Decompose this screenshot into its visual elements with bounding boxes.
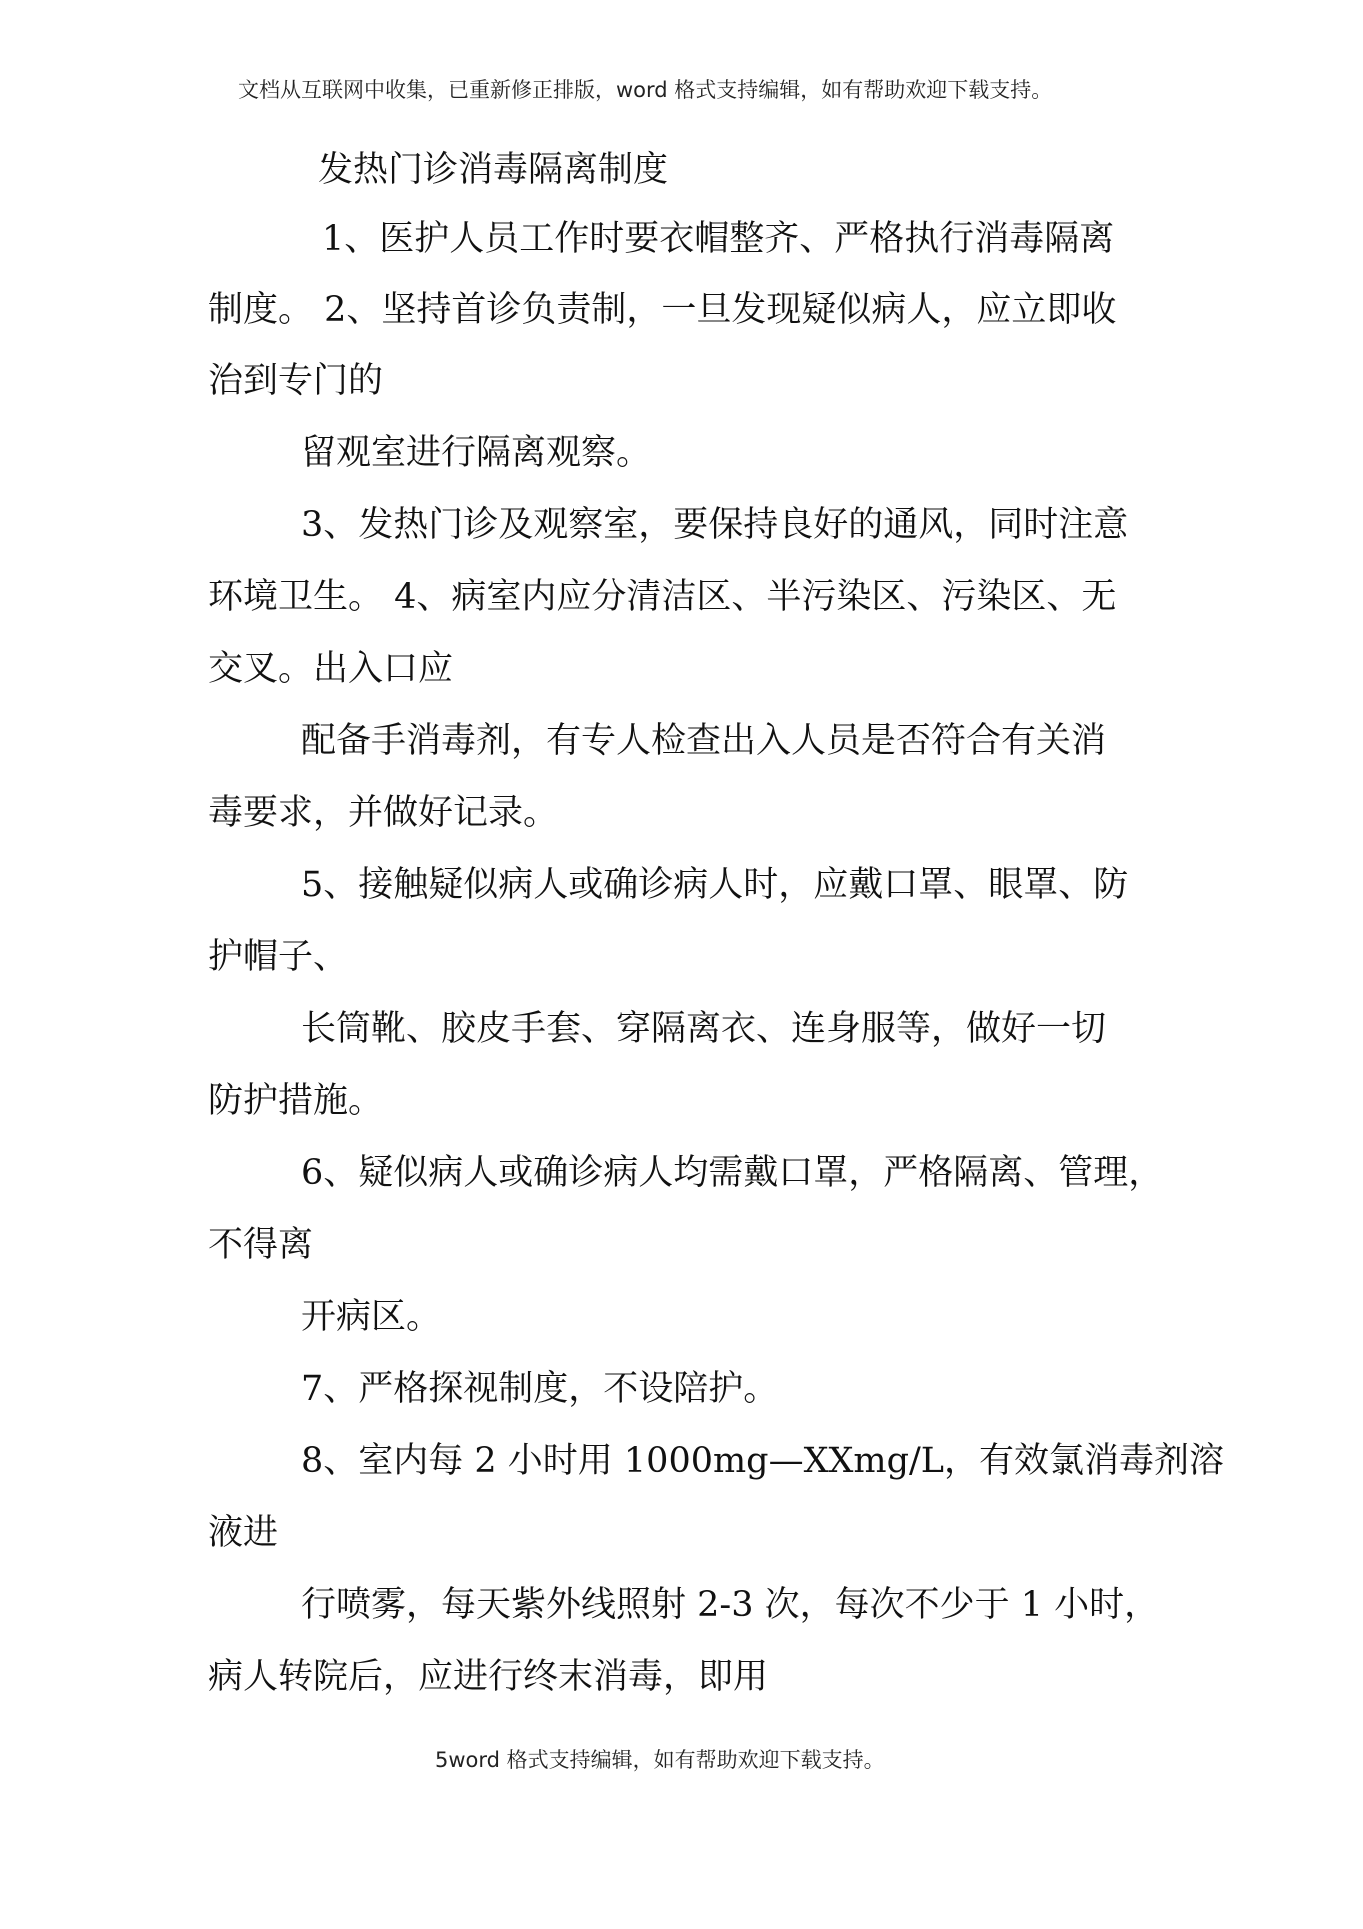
body-line: 6、疑似病人或确诊病人均需戴口罩，严格隔离、管理， [301,1153,1164,1193]
body-line: 毒要求，并做好记录。 [208,793,559,833]
body-line: 不得离 [208,1225,314,1265]
document-title: 发热门诊消毒隔离制度 [318,150,669,190]
body-line: 配备手消毒剂，有专人检查出入人员是否符合有关消 [301,721,1107,761]
body-line: 开病区。 [301,1297,442,1337]
page-footer: 5word 格式支持编辑，如有帮助欢迎下载支持。 [435,1748,885,1772]
page-header: 文档从互联网中收集，已重新修正排版，word 格式支持编辑，如有帮助欢迎下载支持。 [238,78,1053,102]
body-line: 病人转院后，应进行终末消毒，即用 [208,1657,769,1697]
body-line: 1、医护人员工作时要衣帽整齐、严格执行消毒隔离 [322,219,1115,259]
body-line: 长筒靴、胶皮手套、穿隔离衣、连身服等，做好一切 [301,1009,1107,1049]
body-line: 防护措施。 [208,1081,384,1121]
body-line: 行喷雾，每天紫外线照射 2-3 次，每次不少于 1 小时， [301,1585,1160,1625]
body-line: 3、发热门诊及观察室，要保持良好的通风，同时注意 [301,505,1129,545]
body-line: 治到专门的 [208,361,384,401]
body-line: 护帽子、 [208,937,349,977]
body-line: 5、接触疑似病人或确诊病人时，应戴口罩、眼罩、防 [301,865,1129,905]
body-line: 液进 [208,1513,279,1553]
body-line: 留观室进行隔离观察。 [301,433,652,473]
body-line: 8、室内每 2 小时用 1000mg—XXmg/L，有效氯消毒剂溶 [301,1441,1225,1481]
body-line: 7、严格探视制度，不设陪护。 [301,1369,779,1409]
body-line: 环境卫生。 4、病室内应分清洁区、半污染区、污染区、无 [208,577,1117,617]
body-line: 交叉。出入口应 [208,649,454,689]
body-line: 制度。 2、坚持首诊负责制，一旦发现疑似病人，应立即收 [208,290,1117,330]
